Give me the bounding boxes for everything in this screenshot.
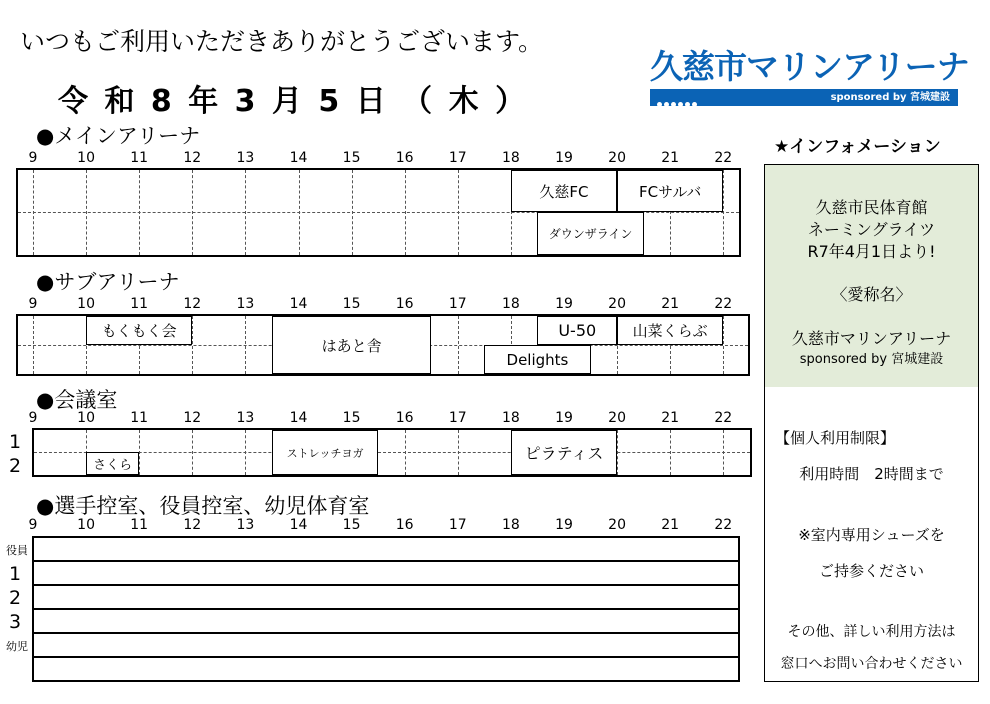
hour-gridline: [723, 430, 724, 475]
hour-label: 10: [77, 150, 95, 166]
meeting-room-title: ●会議室: [36, 388, 118, 412]
hour-label: 11: [130, 296, 149, 312]
hour-label: 9: [28, 296, 38, 312]
shoes-notice: ご持参ください: [818, 562, 924, 580]
rooms-row-label: 1: [9, 563, 22, 585]
naming-rights-notice: [765, 165, 978, 387]
hour-label: 19: [555, 517, 573, 533]
hour-label: 17: [448, 517, 467, 533]
hour-gridline: [192, 316, 193, 374]
hour-label: 22: [714, 517, 733, 533]
hour-label: 14: [289, 410, 308, 426]
sub-arena-title: ●サブアリーナ: [36, 270, 180, 294]
meeting-hours: [0, 410, 760, 428]
main-arena-title: ●メインアリーナ: [36, 124, 201, 148]
booking-block[interactable]: 山菜くらぶ: [617, 316, 723, 345]
hour-label: 17: [448, 296, 467, 312]
hour-gridline: [352, 170, 353, 255]
hour-label: 22: [714, 410, 733, 426]
main-arena-grid: [16, 168, 741, 257]
booking-block[interactable]: もくもく会: [86, 316, 192, 345]
hour-label: 20: [608, 296, 626, 312]
hour-label: 15: [342, 296, 361, 312]
hour-label: 15: [342, 517, 361, 533]
booking-block[interactable]: 久慈FC: [511, 170, 617, 212]
hour-label: 10: [77, 296, 95, 312]
hour-label: 16: [395, 296, 414, 312]
notice-line: 〈愛称名〉: [831, 285, 912, 304]
meeting-room-grid: [32, 428, 752, 477]
shoes-notice: ※室内専用シューズを: [798, 526, 945, 544]
logo-dots-icon: [656, 92, 698, 103]
booking-block[interactable]: はあと舎: [272, 316, 431, 374]
hour-gridline: [723, 316, 724, 374]
hour-label: 17: [448, 150, 467, 166]
hour-label: 18: [501, 296, 520, 312]
hour-label: 18: [501, 150, 520, 166]
hour-gridline: [139, 170, 140, 255]
meeting-row-label: 2: [9, 455, 22, 477]
logo-sponsor: sponsored by 宮城建設: [830, 92, 950, 103]
booking-block[interactable]: Delights: [484, 345, 590, 374]
notice-line: sponsored by 宮城建設: [799, 352, 944, 367]
logo-name: 久慈市マリンアリーナ: [650, 48, 969, 85]
hour-label: 17: [448, 410, 467, 426]
notice-line: 久慈市民体育館: [815, 198, 928, 217]
hour-gridline: [299, 170, 300, 255]
hour-label: 20: [608, 517, 626, 533]
hour-label: 9: [28, 150, 38, 166]
hour-label: 15: [342, 150, 361, 166]
hour-label: 14: [289, 150, 308, 166]
rooms-row-label: 役員: [6, 544, 28, 557]
booking-block[interactable]: ストレッチヨガ: [272, 430, 378, 475]
notice-line: R7年4月1日より!: [807, 242, 936, 261]
hour-label: 22: [714, 150, 733, 166]
rooms-title: ●選手控室、役員控室、幼児体育室: [36, 494, 370, 518]
info-panel: [764, 164, 979, 682]
rooms-row-label: 幼児: [6, 640, 28, 653]
booking-block[interactable]: ピラティス: [511, 430, 617, 475]
hour-label: 19: [555, 296, 573, 312]
hour-label: 16: [395, 410, 414, 426]
sub-hours: [0, 296, 760, 314]
hour-gridline: [33, 316, 34, 374]
hour-label: 16: [395, 150, 414, 166]
booking-block[interactable]: U-50: [537, 316, 617, 345]
hour-label: 18: [501, 410, 520, 426]
hour-label: 18: [501, 517, 520, 533]
main-hours: [0, 150, 760, 168]
hour-label: 15: [342, 410, 361, 426]
greeting-text: いつもご利用いただきありがとうございます。: [20, 27, 544, 56]
hour-label: 13: [236, 150, 255, 166]
notice-line: 久慈市マリンアリーナ: [791, 329, 952, 348]
booking-block[interactable]: さくら: [86, 452, 139, 475]
hour-label: 11: [130, 517, 149, 533]
hour-label: 20: [608, 410, 626, 426]
hour-label: 12: [183, 410, 202, 426]
hour-gridline: [723, 170, 724, 255]
rooms-grid: [32, 536, 740, 682]
info-heading: ★インフォメーション: [774, 137, 941, 157]
hour-gridline: [245, 316, 246, 374]
rooms-row-label: 3: [9, 611, 22, 633]
rooms-row-label: 2: [9, 587, 22, 609]
booking-block[interactable]: FCサルバ: [617, 170, 723, 212]
hour-gridline: [86, 170, 87, 255]
meeting-row-label: 1: [9, 431, 22, 453]
hour-gridline: [245, 170, 246, 255]
hour-label: 12: [183, 517, 202, 533]
hour-gridline: [458, 316, 459, 374]
hour-label: 14: [289, 296, 308, 312]
hour-label: 21: [661, 517, 680, 533]
hour-label: 20: [608, 150, 626, 166]
hour-label: 13: [236, 410, 255, 426]
notice-line: ネーミングライツ: [807, 220, 936, 239]
hour-gridline: [617, 430, 618, 475]
date-heading: 令 和 8 年 3 月 5 日 （ 木 ）: [58, 84, 527, 119]
hour-label: 10: [77, 517, 95, 533]
hour-label: 9: [28, 410, 38, 426]
hour-label: 11: [130, 410, 149, 426]
hour-label: 10: [77, 410, 95, 426]
hour-label: 19: [555, 150, 573, 166]
hour-label: 21: [661, 410, 680, 426]
hour-label: 13: [236, 296, 255, 312]
hour-gridline: [458, 170, 459, 255]
hour-gridline: [458, 430, 459, 475]
hour-label: 19: [555, 410, 573, 426]
hour-gridline: [405, 430, 406, 475]
usage-limit-title: 【個人利用制限】: [775, 429, 896, 447]
hour-label: 16: [395, 517, 414, 533]
hour-label: 12: [183, 150, 202, 166]
hour-gridline: [192, 430, 193, 475]
contact-notice: 窓口へお問い合わせください: [780, 656, 963, 672]
rooms-hours: [0, 517, 760, 535]
sub-arena-grid: [16, 314, 750, 376]
facility-logo: [650, 46, 969, 108]
hour-label: 14: [289, 517, 308, 533]
hour-label: 13: [236, 517, 255, 533]
hour-gridline: [670, 430, 671, 475]
hour-label: 22: [714, 296, 733, 312]
contact-notice: その他、詳しい利用方法は: [787, 624, 956, 640]
usage-limit-time: 利用時間 2時間まで: [799, 465, 944, 483]
hour-gridline: [405, 170, 406, 255]
hour-gridline: [33, 170, 34, 255]
hour-gridline: [245, 430, 246, 475]
hour-label: 12: [183, 296, 202, 312]
hour-gridline: [139, 430, 140, 475]
hour-label: 11: [130, 150, 149, 166]
hour-label: 21: [661, 296, 680, 312]
logo-sponsor-bar: [650, 89, 958, 106]
hour-label: 9: [28, 517, 38, 533]
hour-gridline: [192, 170, 193, 255]
hour-label: 21: [661, 150, 680, 166]
booking-block[interactable]: ダウンザライン: [537, 212, 643, 255]
